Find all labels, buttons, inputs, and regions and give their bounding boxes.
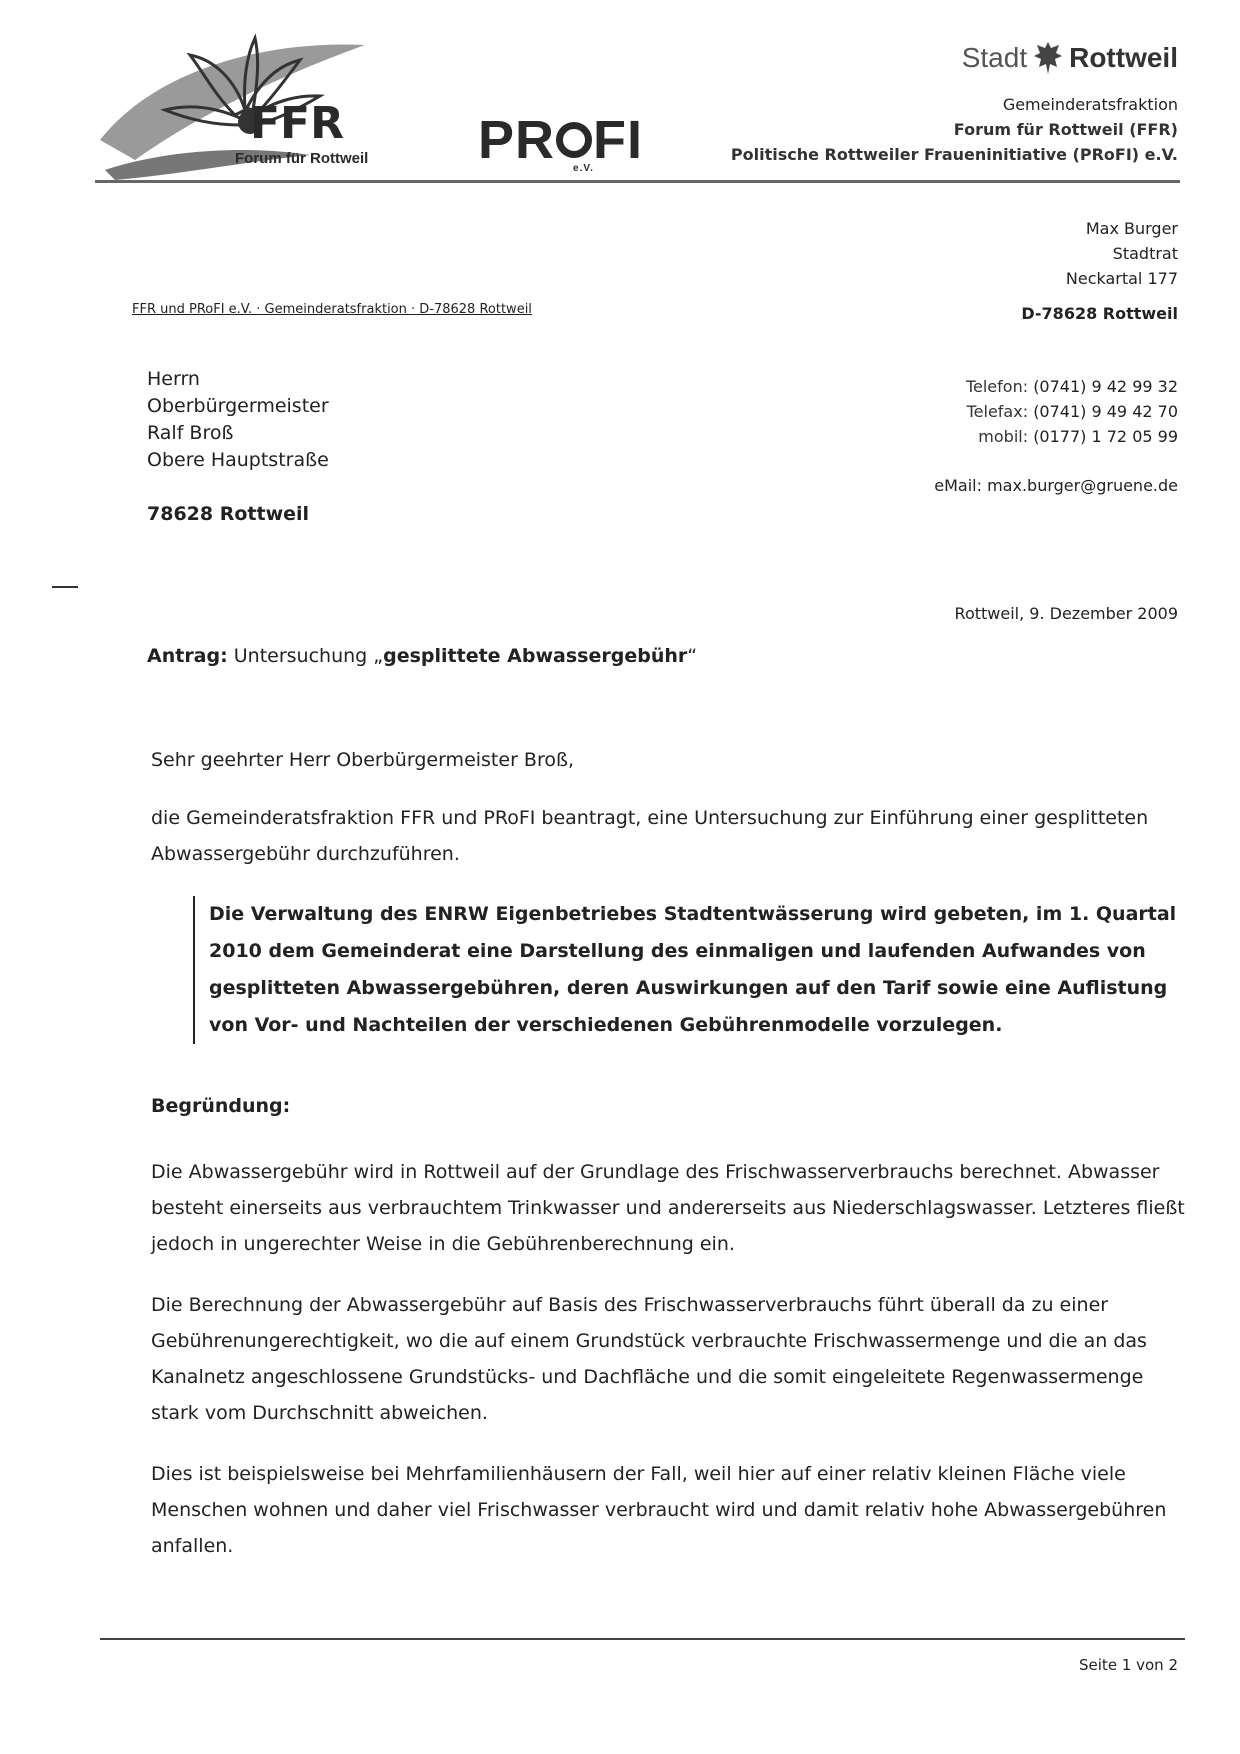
letter-salutation: Sehr geehrter Herr Oberbürgermeister Broß, <box>151 749 574 771</box>
mobile-label: mobil: <box>978 427 1029 446</box>
stadt-logo-city: Rottweil <box>1069 42 1178 73</box>
body-paragraph: Die Berechnung der Abwassergebühr auf Basis des Frischwasserverbrauchs führt überall da zu einer Gebührenungerechtigkeit, wo die auf einem Grundstück verbrauchte Frischwassermenge und die an das Kanalnetz angeschlossene Grundstücks- und Dachfläche und die somit eingeleitete Regenwassermenge stark vom Durchschnitt abweichen. <box>151 1294 1147 1424</box>
recipient-address <box>147 366 329 474</box>
profi-logo-right: FI <box>593 110 644 170</box>
email-row <box>934 476 1178 495</box>
subject-close-quote: “ <box>687 645 698 667</box>
recipient-city: 78628 Rottweil <box>147 503 310 525</box>
phone-label: Telefon: <box>965 377 1029 396</box>
fax-value: (0741) 9 49 42 70 <box>1033 402 1178 421</box>
eagle-crest-icon <box>1033 40 1063 76</box>
email-label: eMail: <box>934 476 982 495</box>
fax-label: Telefax: <box>966 402 1029 421</box>
subject-label: Antrag: <box>147 645 228 667</box>
faction-line: Gemeinderatsfraktion <box>1002 95 1178 114</box>
return-address-line: FFR und PRoFI e.V. · Gemeinderatsfraktion · D-78628 Rottweil <box>132 302 532 317</box>
fax-row <box>966 399 1178 424</box>
sender-name: Max Burger <box>1085 219 1178 238</box>
header-divider <box>95 180 1180 183</box>
body-paragraph: Dies ist beispielsweise bei Mehrfamilienhäusern der Fall, weil hier auf einer relativ kleinen Fläche viele Menschen wohnen und daher viel Frischwasser verbraucht wird und damit relativ hohe Abwassergebühren anfallen. <box>151 1463 1167 1557</box>
faction-line: Forum für Rottweil (FFR) <box>953 120 1178 139</box>
sender-address <box>1066 216 1178 291</box>
phone-value: (0741) 9 42 99 32 <box>1033 377 1178 396</box>
letter-date: Rottweil, 9. Dezember 2009 <box>954 604 1178 623</box>
contact-block <box>966 374 1178 449</box>
body-paragraph: die Gemeinderatsfraktion FFR und PRoFI beantragt, eine Untersuchung zur Einführung einer gesplitteten Abwassergebühr durchzuführen. <box>151 807 1149 865</box>
page-number: Seite 1 von 2 <box>1079 1656 1178 1674</box>
body-paragraph: Die Abwassergebühr wird in Rottweil auf der Grundlage des Frischwasserverbrauchs berechnet. Abwasser besteht einerseits aus verbrauchtem Trinkwasser und andererseits aus Niederschlagswasser. Letzteres fließt jedoch in ungerechter Weise in die Gebührenberechnung ein. <box>151 1161 1185 1255</box>
recipient-street: Obere Hauptstraße <box>147 449 329 471</box>
faction-name-block <box>731 92 1178 167</box>
mobile-value: (0177) 1 72 05 99 <box>1033 427 1178 446</box>
recipient-role: Oberbürgermeister <box>147 395 329 417</box>
profi-logo-left: PR <box>478 110 556 170</box>
mobile-row <box>966 424 1178 449</box>
stadt-rottweil-logo <box>962 40 1178 76</box>
ffr-logo-text: FFR <box>250 98 344 149</box>
phone-row <box>966 374 1178 399</box>
sender-street: Neckartal 177 <box>1065 269 1178 288</box>
profi-logo <box>478 110 644 174</box>
stadt-logo-word: Stadt <box>961 42 1028 73</box>
sender-city: D-78628 Rottweil <box>1021 304 1178 323</box>
email-link[interactable]: max.burger@gruene.de <box>987 476 1178 495</box>
recipient-name: Ralf Broß <box>147 422 234 444</box>
fold-mark <box>52 586 78 588</box>
ffr-logo-subtitle: Forum für Rottweil <box>235 150 369 167</box>
profi-ev-badge-text: e.V. <box>573 163 594 174</box>
faction-line: Politische Rottweiler Fraueninitiative (PRoFI) e.V. <box>730 145 1178 164</box>
recipient-salutation: Herrn <box>147 368 200 390</box>
subject-text: Untersuchung „ <box>227 645 384 667</box>
subject-line <box>147 645 697 667</box>
footer-divider <box>100 1638 1185 1640</box>
sender-title: Stadtrat <box>1112 244 1178 263</box>
profi-ev-badge-icon <box>556 122 594 174</box>
section-heading: Begründung: <box>151 1095 291 1117</box>
subject-bold-text: gesplittete Abwassergebühr <box>383 645 688 667</box>
motion-quote-block: Die Verwaltung des ENRW Eigenbetriebes Stadtentwässerung wird gebeten, im 1. Quartal 2010 dem Gemeinderat eine Darstellung des einmaligen und laufenden Aufwandes von gesplitteten Abwassergebühren, deren Auswirkungen auf den Tarif sowie eine Auflistung von Vor- und Nachteilen der verschiedenen Gebührenmodelle vorzulegen. <box>193 896 1189 1044</box>
